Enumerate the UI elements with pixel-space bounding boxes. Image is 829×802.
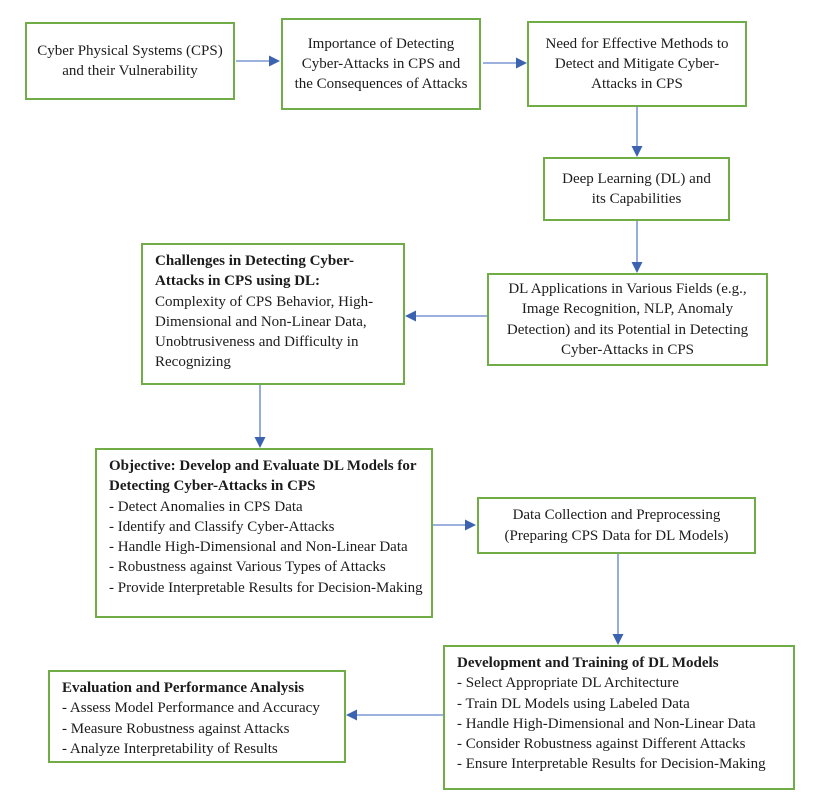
flow-box-deep-learning bbox=[543, 157, 730, 221]
arrow-development-to-evaluation bbox=[346, 710, 443, 721]
flow-box-development-training bbox=[443, 645, 795, 790]
arrow-cps-to-importance bbox=[236, 56, 280, 67]
bullet-item: - Analyze Interpretability of Results bbox=[62, 740, 278, 757]
bullet-item: - Consider Robustness against Different Attacks bbox=[457, 736, 746, 752]
arrow-need-to-deep-learning bbox=[632, 107, 643, 157]
flow-box-dl-applications bbox=[487, 273, 768, 366]
box-title: Challenges in Detecting Cyber-Attacks in CPS using DL: bbox=[155, 253, 354, 290]
bullet-item: - Ensure Interpretable Results for Decision-Making bbox=[457, 756, 766, 773]
flow-box-evaluation-performance bbox=[48, 670, 346, 763]
bullet-item: - Identify and Classify Cyber-Attacks bbox=[109, 518, 335, 535]
box-text: Deep Learning (DL) and its Capabilities bbox=[562, 170, 711, 207]
bullet-item: - Robustness against Various Types of Attacks bbox=[109, 559, 386, 576]
bullet-item: - Assess Model Performance and Accuracy bbox=[62, 700, 320, 717]
box-text: Data Collection and Preprocessing (Preparing CPS Data for DL Models) bbox=[504, 507, 729, 544]
box-text: Need for Effective Methods to Detect and Mitigate Cyber-Attacks in CPS bbox=[545, 35, 729, 93]
box-title: Objective: Develop and Evaluate DL Models for Detecting Cyber-Attacks in CPS bbox=[109, 458, 417, 495]
box-title: Evaluation and Performance Analysis bbox=[62, 680, 305, 696]
arrow-challenges-to-objective bbox=[255, 385, 266, 448]
bullet-item: - Handle High-Dimensional and Non-Linear Data bbox=[457, 715, 756, 732]
bullet-item: - Select Appropriate DL Architecture bbox=[457, 675, 679, 692]
box-title: Development and Training of DL Models bbox=[457, 655, 719, 671]
arrow-deep-learning-to-dl-applications bbox=[632, 221, 643, 273]
box-text: DL Applications in Various Fields (e.g., Image Recognition, NLP, Anomaly Detection) and its Potential in Detecting Cyber-Attacks in CPS bbox=[506, 281, 749, 358]
flow-box-cps-vulnerability bbox=[25, 22, 235, 100]
bullet-item: - Handle High-Dimensional and Non-Linear Data bbox=[109, 539, 408, 555]
box-body: Complexity of CPS Behavior, High-Dimensional and Non-Linear Data, Unobtrusiveness and Difficulty in Recognizing bbox=[155, 293, 374, 371]
arrow-dl-applications-to-challenges bbox=[405, 311, 487, 322]
bullet-item: - Provide Interpretable Results for Decision-Making bbox=[109, 579, 423, 596]
arrow-data-collection-to-development bbox=[613, 554, 624, 645]
arrow-importance-to-need bbox=[483, 58, 527, 69]
flow-box-need-effective-methods bbox=[527, 21, 747, 107]
flow-box-objective bbox=[95, 448, 433, 618]
bullet-item: - Detect Anomalies in CPS Data bbox=[109, 498, 303, 515]
bullet-item: - Measure Robustness against Attacks bbox=[62, 720, 290, 737]
flow-box-challenges bbox=[141, 243, 405, 385]
box-text: Importance of Detecting Cyber-Attacks in CPS and the Consequences of Attacks bbox=[294, 35, 468, 93]
flow-box-importance-detecting bbox=[281, 18, 481, 110]
flow-box-data-collection bbox=[477, 497, 756, 554]
arrow-objective-to-data-collection bbox=[433, 520, 476, 531]
bullet-item: - Train DL Models using Labeled Data bbox=[457, 695, 690, 712]
box-text: Cyber Physical Systems (CPS) and their Vulnerability bbox=[37, 42, 223, 79]
